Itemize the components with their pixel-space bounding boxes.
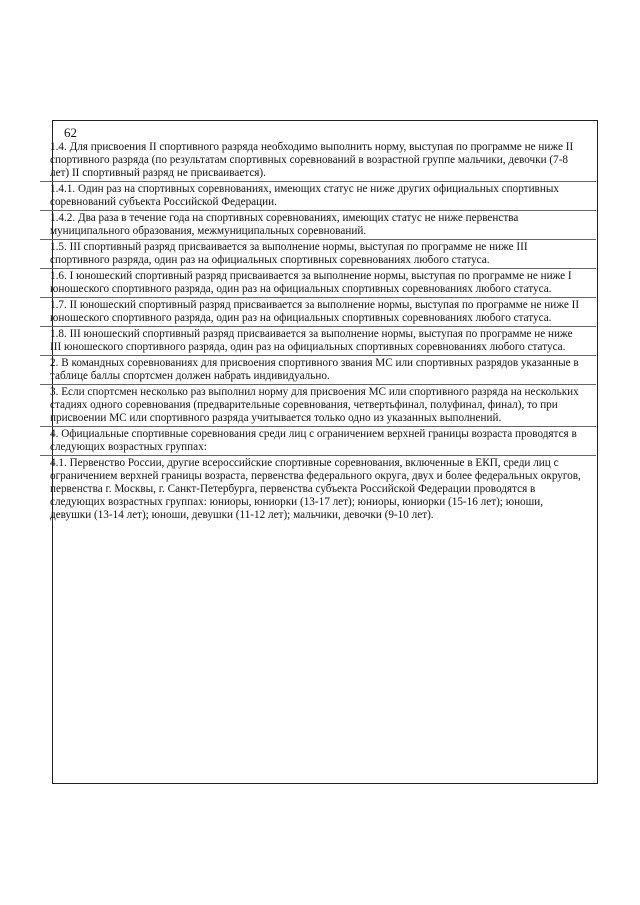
rule-item: 1.4. Для присвоения II спортивного разряда необходимо выполнить норму, выступая по программе не ниже II спортивного разряда (по результатам спортивных соревнований в возрастной группе мальчики, девочки (7-8 лет) II спортивный разряд не присваивается). (50, 141, 574, 179)
rule-item: 1.6. I юношеский спортивный разряд присваивается за выполнение нормы, выступая по программе не ниже I юношеского спортивного разряда, один раз на официальных спортивных соревнованиях любого статуса. (40, 268, 596, 297)
rule-item: 1.8. III юношеский спортивный разряд присваивается за выполнение нормы, выступая по программе не ниже III юношеского спортивного разряда, один раз на официальных спортивных соревнованиях любого статуса. (40, 326, 596, 355)
rule-item: 4.1. Первенство России, другие всероссийские спортивные соревнования, включенные в ЕКП, среди лиц с ограничением верхней границы возраста, первенства федерального округа, двух и более федеральных округов, первенства г. Москвы, г. Санкт-Петербурга, первенства субъекта Российской Федерации проводятся в следующих возрастных группах: юниоры, юниорки (13-17 лет); юниоры, юниорки (15-16 лет); юноши, девушки (13-14 лет); юноши, девушки (11-12 лет); мальчики, девочки (9-10 лет). (40, 455, 596, 523)
page-number: 62 (64, 125, 77, 140)
rule-item: 1.4.1. Один раз на спортивных соревнованиях, имеющих статус не ниже других официальных спортивных соревнований субъекта Российской Федерации. (40, 181, 596, 210)
rules-text-block (40, 140, 596, 780)
rule-item: 1.7. II юношеский спортивный разряд присваивается за выполнение нормы, выступая по программе не ниже II юношеского спортивного разряда, один раз на официальных спортивных соревнованиях любого статуса. (40, 297, 596, 326)
rule-item: 4. Официальные спортивные соревнования среди лиц с ограничением верхней границы возраста проводятся в следующих возрастных группах: (40, 426, 596, 455)
rule-item: 1.4.2. Два раза в течение года на спортивных соревнованиях, имеющих статус не ниже первенства муниципального образования, межмуниципальных соревнований. (40, 210, 596, 239)
rule-item: 3. Если спортсмен несколько раз выполнил норму для присвоения МС или спортивного разряда на нескольких стадиях одного соревнования (предварительные соревнования, четвертьфинал, полуфинал, финал), то при присвоении МС или спортивного разряда учитывается только одно из указанных выполнений. (40, 384, 596, 426)
rule-item: 1.5. III спортивный разряд присваивается за выполнение нормы, выступая по программе не ниже III спортивного разряда, один раз на официальных спортивных соревнованиях любого статуса. (40, 239, 596, 268)
rule-item: 2. В командных соревнованиях для присвоения спортивного звания МС или спортивных разрядов указанные в таблице баллы спортсмен должен набрать индивидуально. (40, 355, 596, 384)
